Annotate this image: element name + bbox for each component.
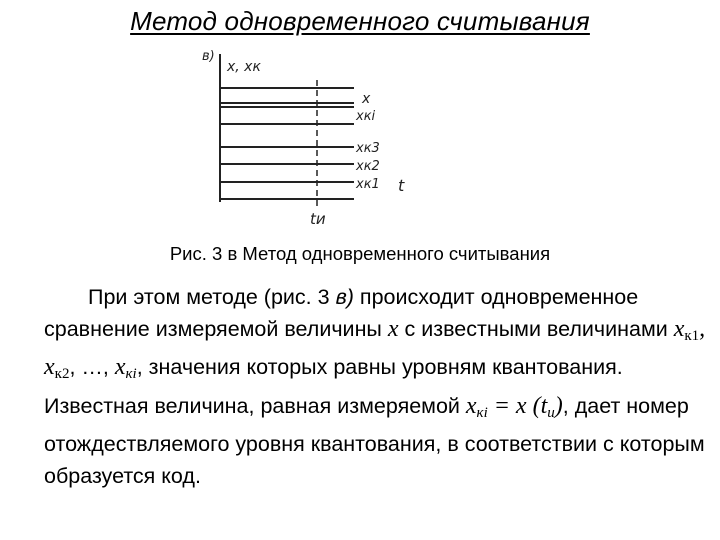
- subscript-k1: к1: [684, 327, 700, 344]
- variable-xk: x: [465, 392, 477, 419]
- quantization-diagram: [196, 40, 426, 235]
- line-label-x: x: [362, 91, 371, 107]
- separator: , …,: [69, 355, 115, 379]
- subscript-ti: и: [547, 404, 555, 421]
- figure-ref: в): [335, 285, 354, 309]
- text-run: с известными величинами: [398, 316, 674, 341]
- x-axis-label: t: [398, 176, 405, 195]
- equation-part: = x (t: [487, 392, 548, 419]
- y-axis-label: x, xк: [227, 59, 261, 75]
- time-marker-label: tи: [310, 210, 326, 228]
- variable-xk: x: [114, 354, 126, 380]
- line-label-xk2: xк2: [356, 159, 380, 174]
- line-label-xki: xкi: [356, 109, 376, 124]
- variable-xk: x: [673, 315, 685, 342]
- text-run: , значения которых равны уровням квантования. Известная величина, равная измеряемой: [44, 355, 623, 418]
- variable-xk: x: [44, 354, 55, 380]
- separator: ,: [699, 315, 706, 342]
- figure-caption: Рис. 3 в Метод одновременного считывания: [169, 243, 551, 264]
- variable-x: x: [387, 315, 399, 342]
- panel-label: в): [202, 49, 215, 64]
- quantization-figure: [196, 40, 426, 235]
- subscript-k2: к2: [54, 366, 70, 382]
- slide-title: Метод одновременного считывания: [130, 6, 590, 36]
- subscript-ki: кi: [125, 366, 137, 382]
- line-label-xk1: xк1: [356, 177, 380, 192]
- line-label-xk3: xк3: [356, 141, 380, 156]
- body-paragraph: [44, 282, 712, 492]
- equation-close: ): [554, 392, 563, 419]
- text-run: , дает номер отождествляемого уровня квантования, в соответствии с которым образуется код.: [44, 393, 705, 488]
- text-run: При этом методе (рис. 3: [88, 285, 336, 309]
- subscript-ki: кi: [476, 404, 488, 421]
- text-run: происходит одновременное сравнение измеряемой величины: [44, 285, 639, 341]
